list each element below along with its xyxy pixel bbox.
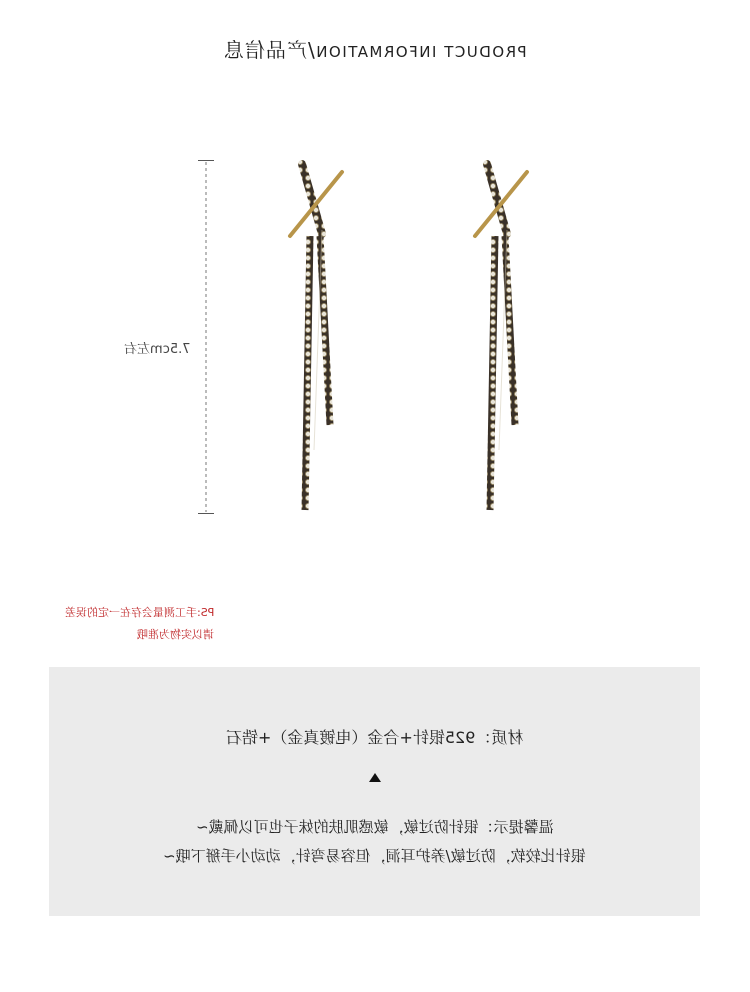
- title-chinese: 产品信息: [223, 38, 308, 62]
- tip-line-1: 温馨提示：银针防过敏，敏感肌肤的妹子也可以佩戴~: [195, 818, 554, 836]
- earring-right: [475, 164, 527, 510]
- tip-line-2: 银针比较软，防过敏/养护耳洞，但容易弯针，动动小手掰下哦~: [163, 847, 586, 865]
- measurement-note: [48, 602, 214, 646]
- info-panel: [49, 667, 700, 916]
- page-title: [0, 34, 750, 63]
- earring-pair-image: [260, 150, 560, 525]
- title-separator: /: [307, 38, 315, 62]
- note-line-1: PS:手工测量会存在一定的误差: [64, 606, 214, 619]
- earring-left: [290, 164, 342, 510]
- material-text: 材质：925银针+合金（电镀真金）+锆石: [225, 728, 524, 747]
- note-line-2: 请以实物为准哦: [137, 628, 214, 641]
- dimension-label: 7.5cm左右: [124, 342, 191, 357]
- tips-block: [49, 813, 700, 871]
- dimension-line: [198, 160, 214, 514]
- triangle-up-icon: [369, 773, 381, 782]
- title-english: PRODUCT INFORMATION: [314, 43, 527, 61]
